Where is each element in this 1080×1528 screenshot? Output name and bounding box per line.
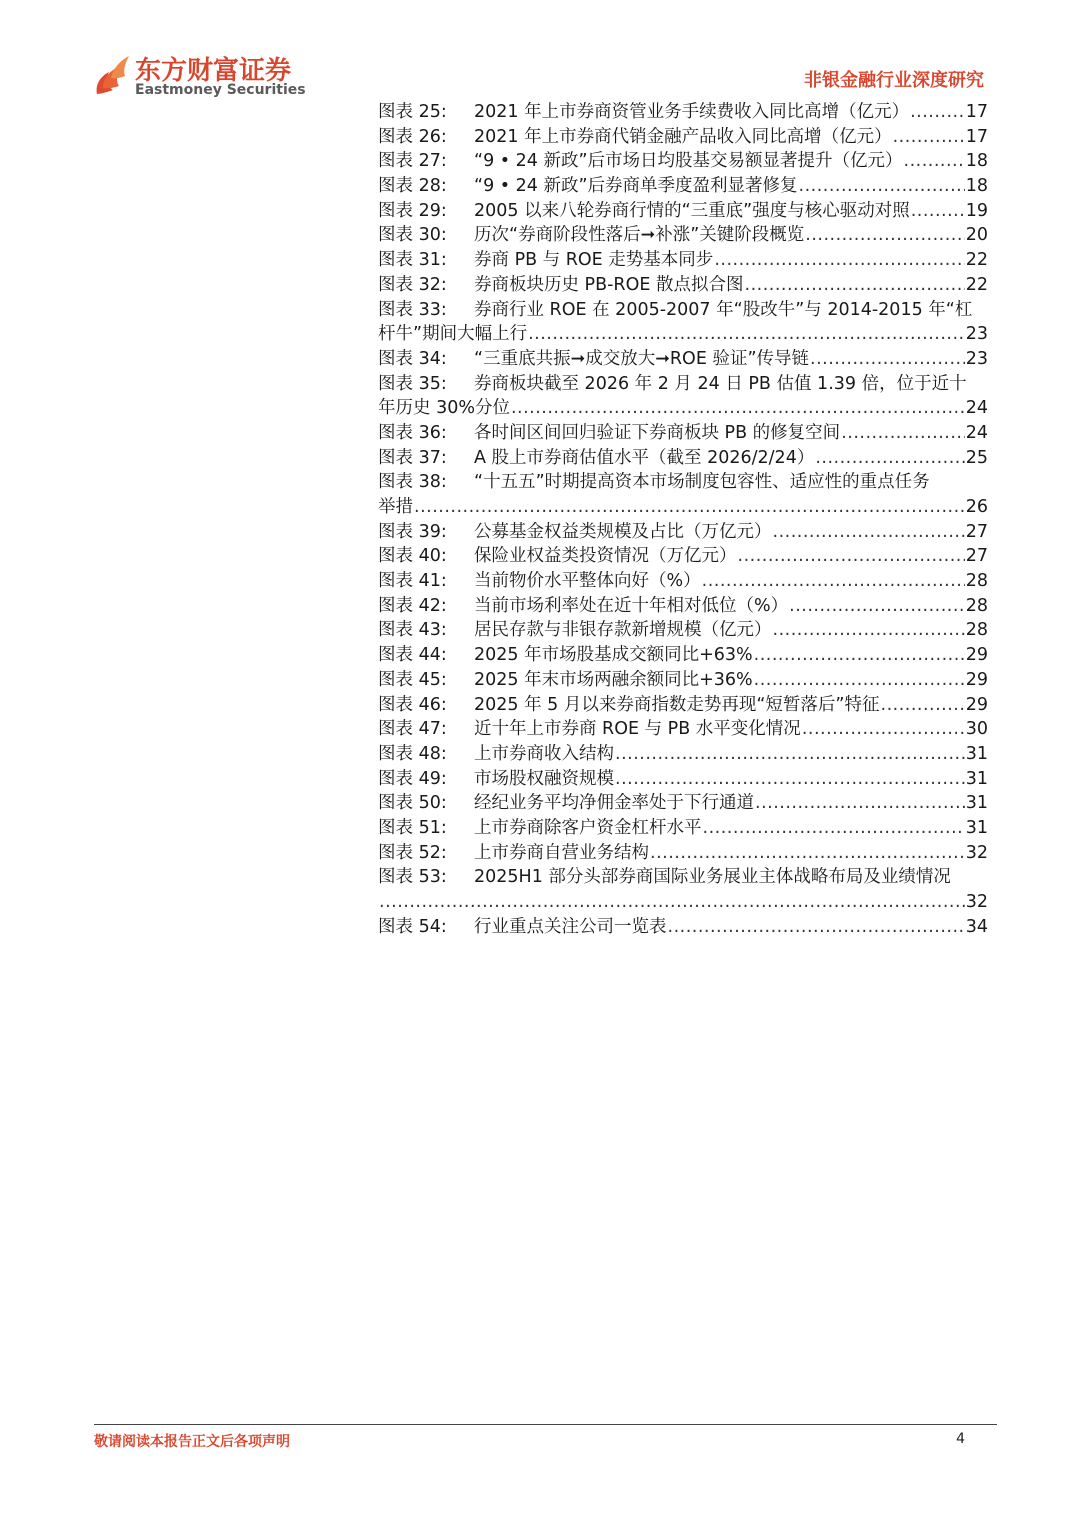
toc-entry[interactable]	[378, 865, 988, 914]
toc-entry-page: 26	[965, 497, 988, 517]
toc-entry[interactable]	[378, 544, 988, 569]
toc-entry[interactable]	[378, 149, 988, 174]
toc-leader-dots	[615, 742, 965, 767]
toc-entry-title: 券商行业 ROE 在 2005-2007 年“股改牛”与 2014-2015 年“杠	[474, 299, 973, 320]
toc-entry-label: 图表 43:	[378, 620, 447, 641]
toc-entry-title-continuation: 杆牛”期间大幅上行	[378, 324, 528, 345]
toc-entry[interactable]	[378, 618, 988, 643]
toc-entry[interactable]	[378, 223, 988, 248]
toc-entry[interactable]	[378, 668, 988, 693]
toc-leader-dots	[703, 816, 965, 841]
toc-entry-label: 图表 31:	[378, 250, 447, 271]
toc-leader-dots	[799, 174, 965, 199]
toc-entry[interactable]	[378, 372, 988, 421]
toc-entry-label: 图表 42:	[378, 595, 447, 616]
toc-entry-title: 上市券商除客户资金杠杆水平	[474, 817, 702, 838]
toc-entry-title: 2025 年末市场两融余额同比+36%	[474, 669, 753, 690]
toc-entry-page: 28	[965, 571, 988, 592]
toc-entry-label: 图表 46:	[378, 694, 447, 715]
toc-leader-dots	[738, 544, 965, 569]
toc-entry-title: 当前市场利率处在近十年相对低位（%）	[474, 595, 789, 616]
toc-entry[interactable]	[378, 421, 988, 446]
toc-entry-title: 保险业权益类投资情况（万亿元）	[474, 546, 737, 567]
toc-entry-label: 图表 25:	[378, 102, 447, 122]
toc-entry-title: 上市券商自营业务结构	[474, 842, 649, 863]
toc-entry-page: 27	[965, 521, 988, 542]
flame-logo-icon	[93, 54, 131, 96]
toc-leader-dots	[773, 618, 965, 643]
toc-entry-page: 34	[965, 916, 988, 937]
toc-entry[interactable]	[378, 520, 988, 545]
toc-entry-title: 经纪业务平均净佣金率处于下行通道	[474, 793, 754, 814]
toc-leader-dots	[702, 569, 965, 594]
toc-leader-dots	[810, 347, 965, 372]
toc-entry-page: 24	[965, 422, 988, 443]
toc-entry-title: 券商板块截至 2026 年 2 月 24 日 PB 估值 1.39 倍，位于近十	[474, 373, 967, 394]
toc-entry[interactable]	[378, 569, 988, 594]
toc-entry-title: 行业重点关注公司一览表	[474, 916, 667, 937]
toc-leader-dots	[668, 915, 965, 940]
toc-entry[interactable]	[378, 594, 988, 619]
toc-entry-page: 31	[965, 743, 988, 764]
footer-disclaimer: 敬请阅读本报告正文后各项声明	[94, 1434, 290, 1450]
toc-entry[interactable]	[378, 273, 988, 298]
toc-entry-page: 20	[965, 225, 988, 246]
toc-leader-dots	[773, 520, 965, 545]
toc-entry-page: 27	[965, 546, 988, 567]
toc-entry[interactable]	[378, 767, 988, 792]
toc-entry-title: 公募基金权益类规模及占比（万亿元）	[474, 521, 772, 542]
toc-entry[interactable]	[378, 470, 988, 519]
toc-entry-label: 图表 54:	[378, 916, 447, 937]
toc-entry-title-continuation: 举措	[378, 497, 413, 517]
toc-leader-dots	[789, 594, 965, 619]
toc-entry-label: 图表 26:	[378, 126, 447, 147]
toc-entry[interactable]	[378, 100, 988, 125]
toc-entry-page: 31	[965, 817, 988, 838]
toc-entry-title: 2025H1 部分头部券商国际业务展业主体战略布局及业绩情况	[474, 867, 951, 888]
toc-leader-dots	[650, 841, 965, 866]
toc-entry-label: 图表 28:	[378, 176, 447, 197]
toc-entry[interactable]	[378, 643, 988, 668]
toc-entry-title: 2005 以来八轮券商行情的“三重底”强度与核心驱动对照	[474, 200, 910, 221]
toc-entry-page: 18	[965, 176, 988, 197]
report-type-title: 非银金融行业深度研究	[804, 70, 984, 91]
toc-entry-title: 2025 年市场股基成交额同比+63%	[474, 645, 753, 666]
toc-entry-label: 图表 30:	[378, 225, 447, 246]
toc-entry-page: 28	[965, 620, 988, 641]
toc-leader-dots	[841, 421, 965, 446]
toc-entry-label: 图表 34:	[378, 348, 447, 369]
company-logo	[93, 50, 313, 102]
toc-entry-label: 图表 52:	[378, 842, 447, 863]
toc-entry-label: 图表 50:	[378, 793, 447, 814]
toc-entry-page: 31	[965, 793, 988, 814]
toc-entry-label: 图表 49:	[378, 768, 447, 789]
toc-entry-title-continuation: 年历史 30%分位	[378, 398, 510, 419]
toc-entry-page: 32	[965, 892, 988, 912]
toc-leader-dots	[815, 446, 964, 471]
toc-entry-page: 23	[965, 324, 988, 345]
toc-leader-dots	[745, 273, 965, 298]
toc-entry-label: 图表 27:	[378, 151, 447, 172]
toc-entry[interactable]	[378, 347, 988, 372]
toc-entry-title: “9 • 24 新政”后券商单季度盈利显著修复	[474, 176, 798, 197]
toc-entry-label: 图表 41:	[378, 571, 447, 592]
toc-entry-label: 图表 51:	[378, 817, 447, 838]
toc-entry[interactable]	[378, 742, 988, 767]
toc-entry[interactable]	[378, 248, 988, 273]
toc-entry[interactable]	[378, 446, 988, 471]
toc-entry-title: “十五五”时期提高资本市场制度包容性、适应性的重点任务	[474, 472, 930, 493]
toc-leader-dots	[881, 693, 965, 718]
toc-entry-label: 图表 44:	[378, 645, 447, 666]
toc-entry-page: 19	[965, 200, 988, 221]
toc-entry-page: 30	[965, 719, 988, 740]
toc-leader-dots	[802, 717, 965, 742]
toc-entry[interactable]	[378, 693, 988, 718]
toc-entry-title: “三重底共振➞成交放大➞ROE 验证”传导链	[474, 348, 810, 369]
toc-entry-page: 32	[965, 842, 988, 863]
toc-entry[interactable]	[378, 841, 988, 866]
page-number: 4	[956, 1431, 965, 1447]
toc-entry-title: 2021 年上市券商代销金融产品收入同比高增（亿元）	[474, 126, 892, 147]
toc-entry-title: 市场股权融资规模	[474, 768, 614, 789]
footer-divider	[94, 1424, 997, 1425]
toc-leader-dots	[893, 125, 965, 150]
toc-entry-title: A 股上市券商估值水平（截至 2026/2/24）	[474, 447, 815, 468]
toc-entry-title: “9 • 24 新政”后市场日均股基交易额显著提升（亿元）	[474, 151, 903, 172]
toc-entry[interactable]	[378, 791, 988, 816]
toc-entry-label: 图表 47:	[378, 719, 447, 740]
toc-entry-page: 17	[965, 126, 988, 147]
toc-leader-dots	[910, 100, 965, 125]
toc-leader-dots	[379, 890, 965, 915]
toc-entry-page: 29	[965, 645, 988, 666]
toc-entry-label: 图表 45:	[378, 669, 447, 690]
toc-entry-page: 17	[965, 102, 988, 122]
toc-entry-page: 29	[965, 669, 988, 690]
toc-leader-dots	[615, 767, 965, 792]
toc-entry-title: 2021 年上市券商资管业务手续费收入同比高增（亿元）	[474, 102, 910, 122]
toc-entry[interactable]	[378, 915, 988, 940]
toc-entry-page: 22	[965, 274, 988, 295]
toc-leader-dots	[714, 248, 964, 273]
toc-entry-title: 当前物价水平整体向好（%）	[474, 571, 701, 592]
toc-entry-page: 18	[965, 151, 988, 172]
toc-entry-label: 图表 33:	[378, 299, 447, 320]
figure-list	[378, 100, 988, 939]
toc-entry-label: 图表 35:	[378, 373, 447, 394]
toc-entry-label: 图表 37:	[378, 447, 447, 468]
toc-entry-title: 券商 PB 与 ROE 走势基本同步	[474, 250, 714, 271]
toc-leader-dots	[911, 199, 965, 224]
toc-entry[interactable]	[378, 298, 988, 347]
toc-entry-page: 31	[965, 768, 988, 789]
toc-entry[interactable]	[378, 125, 988, 150]
toc-entry-label: 图表 29:	[378, 200, 447, 221]
toc-leader-dots	[414, 495, 965, 520]
toc-entry[interactable]	[378, 174, 988, 199]
toc-entry-page: 29	[965, 694, 988, 715]
toc-leader-dots	[904, 149, 965, 174]
toc-entry-label: 图表 36:	[378, 422, 447, 443]
toc-entry-title: 上市券商收入结构	[474, 743, 614, 764]
toc-leader-dots	[528, 322, 965, 347]
toc-entry-page: 24	[965, 398, 988, 419]
toc-entry[interactable]	[378, 816, 988, 841]
logo-english-name: Eastmoney Securities	[135, 82, 306, 98]
toc-entry-title: 各时间区间回归验证下券商板块 PB 的修复空间	[474, 422, 841, 443]
toc-entry-label: 图表 38:	[378, 472, 447, 493]
toc-entry-title: 居民存款与非银存款新增规模（亿元）	[474, 620, 772, 641]
toc-leader-dots	[755, 791, 965, 816]
toc-leader-dots	[754, 643, 965, 668]
toc-entry-page: 28	[965, 595, 988, 616]
toc-entry[interactable]	[378, 199, 988, 224]
toc-entry-page: 22	[965, 250, 988, 271]
toc-leader-dots	[754, 668, 965, 693]
toc-entry-page: 23	[965, 348, 988, 369]
toc-entry-title: 2025 年 5 月以来券商指数走势再现“短暂落后”特征	[474, 694, 880, 715]
toc-entry-page: 25	[965, 447, 988, 468]
toc-entry-label: 图表 40:	[378, 546, 447, 567]
toc-leader-dots	[805, 223, 964, 248]
toc-leader-dots	[511, 396, 965, 421]
logo-chinese-name: 东方财富证券	[135, 56, 292, 86]
toc-entry[interactable]	[378, 717, 988, 742]
toc-entry-label: 图表 39:	[378, 521, 447, 542]
toc-entry-label: 图表 53:	[378, 867, 447, 888]
page-header	[0, 0, 1080, 110]
toc-entry-label: 图表 48:	[378, 743, 447, 764]
toc-entry-label: 图表 32:	[378, 274, 447, 295]
toc-entry-title: 历次“券商阶段性落后➞补涨”关键阶段概览	[474, 225, 805, 246]
toc-entry-title: 近十年上市券商 ROE 与 PB 水平变化情况	[474, 719, 801, 740]
toc-entry-title: 券商板块历史 PB-ROE 散点拟合图	[474, 274, 744, 295]
